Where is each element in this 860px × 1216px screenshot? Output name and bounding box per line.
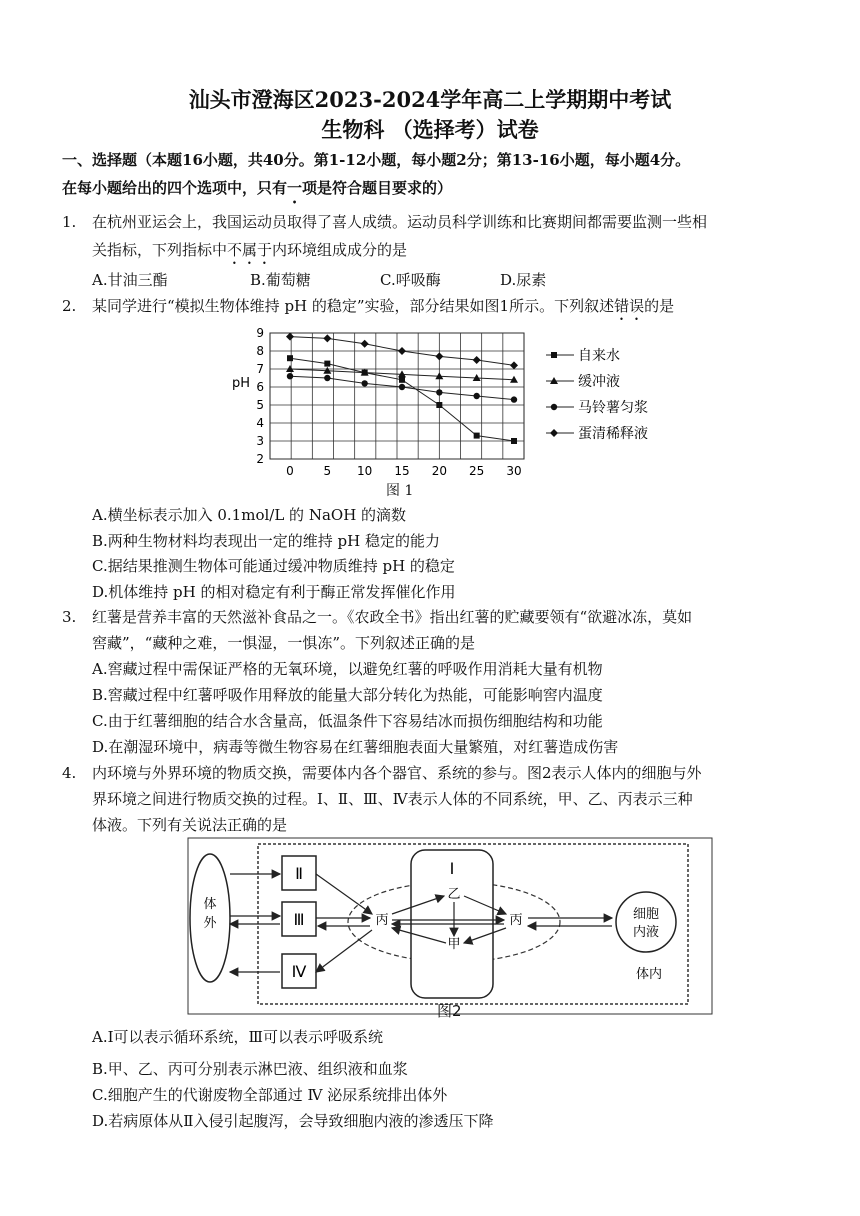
q3-text-line2: 窖藏”，“藏种之难，一惧湿，一惧冻”。下列叙述正确的是 (92, 634, 476, 652)
q1-option-b: B.葡萄糖 (250, 271, 311, 289)
section-heading-line2: 在每小题给出的四个选项中，只有一项是符合题目要求的） (62, 179, 453, 197)
legend-label-2: 马铃薯匀浆 (578, 400, 648, 416)
q4-option-b: B.甲、乙、丙可分别表示淋巴液、组织液和血浆 (92, 1060, 408, 1078)
data-point-2 (399, 384, 405, 390)
q1-text-line1: 在杭州亚运会上，我国运动员取得了喜人成绩。运动员科学训练和比赛期间都需要监测一些相 (92, 213, 708, 231)
q3-option-d: D.在潮湿环境中，病毒等微生物容易在红薯细胞表面大量繁殖，对红薯造成伤害 (92, 738, 619, 756)
data-point-1 (286, 365, 294, 372)
q4-option-d: D.若病原体从Ⅱ入侵引起腹泻，会导致细胞内液的渗透压下降 (92, 1112, 494, 1130)
q3-option-b: B.窖藏过程中红薯呼吸作用释放的能量大部分转化为热能，可能影响窖内温度 (92, 686, 603, 704)
q4-option-a: A.Ⅰ可以表示循环系统，Ⅲ可以表示呼吸系统 (92, 1028, 383, 1046)
data-point-0 (399, 377, 405, 383)
chart-markers (286, 333, 518, 444)
exchange-diagram (186, 836, 716, 1018)
cell-fluid-label-1: 细胞 (632, 907, 660, 922)
fluid-jia-label: 甲 (447, 937, 461, 952)
q3-number: 3. (62, 608, 77, 626)
cell-fluid-circle (616, 892, 676, 952)
q1-number: 1. (62, 213, 77, 231)
data-point-3 (398, 347, 406, 355)
q4-number: 4. (62, 764, 77, 782)
x-tick-label: 30 (506, 464, 522, 478)
x-tick-label: 0 (286, 464, 294, 478)
data-point-0 (511, 438, 517, 444)
cell-fluid-label-2: 内液 (632, 925, 660, 940)
data-point-3 (323, 334, 331, 342)
q1-option-d: D.尿素 (500, 271, 547, 289)
outside-label-1: 体 (203, 897, 217, 912)
data-point-2 (511, 396, 517, 402)
data-point-2 (436, 389, 442, 395)
q2-text: 某同学进行“模拟生物体维持 pH 的稳定”实验，部分结果如图1所示。下列叙述错误的是 (92, 297, 675, 315)
system-3-label: Ⅲ (293, 910, 305, 929)
data-point-2 (324, 375, 330, 381)
data-point-3 (473, 356, 481, 364)
data-point-0 (287, 355, 293, 361)
q4-text-line3: 体液。下列有关说法正确的是 (92, 816, 288, 834)
y-tick-label: 2 (256, 452, 264, 466)
data-point-2 (361, 380, 367, 386)
data-point-3 (286, 333, 294, 341)
y-tick-label: 8 (256, 344, 264, 358)
data-point-0 (324, 361, 330, 367)
legend-marker-3 (550, 429, 558, 437)
q3-option-c: C.由于红薯细胞的结合水含量高，低温条件下容易结冰而损伤细胞结构和功能 (92, 712, 603, 730)
outside-label-2: 外 (203, 916, 217, 931)
q3-text-line1: 红薯是营养丰富的天然滋补食品之一。《农政全书》指出红薯的贮藏要领有“欲避冰冻，莫如 (92, 608, 693, 626)
q4-option-c: C.细胞产生的代谢废物全部通过 Ⅳ 泌尿系统排出体外 (92, 1086, 448, 1104)
x-tick-label: 5 (323, 464, 332, 478)
y-tick-label: 4 (256, 416, 264, 430)
legend-marker-0 (551, 352, 557, 358)
data-point-3 (510, 361, 518, 369)
legend-label-1: 缓冲液 (578, 374, 620, 390)
system-2-label: Ⅱ (295, 864, 303, 883)
q1-option-a: A.甘油三酯 (92, 271, 168, 289)
q1-option-c: C.呼吸酶 (380, 271, 441, 289)
fluid-yi-label: 乙 (447, 887, 461, 902)
y-tick-label: 7 (256, 362, 264, 376)
system-1-label: Ⅰ (449, 859, 455, 878)
data-point-3 (435, 352, 443, 360)
q2-option-b: B.两种生物材料均表现出一定的维持 pH 稳定的能力 (92, 532, 441, 550)
q3-option-a: A.窖藏过程中需保证严格的无氧环境，以避免红薯的呼吸作用消耗大量有机物 (92, 660, 603, 678)
q2-option-d: D.机体维持 pH 的相对稳定有利于酶正常发挥催化作用 (92, 583, 456, 601)
chart-y-axis-label: pH (232, 376, 251, 391)
exam-subtitle: 生物科 （选择考）试卷 (321, 117, 539, 142)
section-heading-line1: 一、选择题（本题16小题，共40分。第1-12小题，每小题2分；第13-16小题，每小题4分。 (62, 151, 691, 169)
q4-text-line1: 内环境与外界环境的物质交换，需要体内各个器官、系统的参与。图2表示人体内的细胞与外 (92, 764, 702, 782)
x-tick-label: 25 (469, 464, 485, 478)
q4-text-line2: 界环境之间进行物质交换的过程。Ⅰ、Ⅱ、Ⅲ、Ⅳ表示人体的不同系统，甲、乙、丙表示三种 (92, 790, 693, 808)
data-point-3 (361, 340, 369, 348)
q1-text-line2: 关指标，下列指标中不属于内环境组成成分的是 (92, 241, 408, 259)
legend-label-0: 自来水 (578, 348, 620, 364)
y-tick-label: 6 (256, 380, 264, 394)
y-tick-label: 3 (256, 434, 264, 448)
q2-number: 2. (62, 297, 77, 315)
figure2-caption: 图2 (437, 1002, 462, 1020)
data-point-2 (473, 393, 479, 399)
system-4-label: Ⅳ (291, 962, 307, 981)
fluid-bing-right-label: 丙 (509, 913, 523, 928)
q2-option-a: A.横坐标表示加入 0.1mol/L 的 NaOH 的滴数 (92, 506, 407, 524)
figure1-caption: 图 1 (386, 483, 414, 499)
data-point-0 (436, 402, 442, 408)
exam-title: 汕头市澄海区2023-2024学年高二上学期期中考试 (188, 87, 672, 112)
y-tick-label: 9 (256, 326, 264, 340)
x-tick-label: 15 (394, 464, 410, 478)
ph-line-chart (220, 325, 680, 485)
q2-option-c: C.据结果推测生物体可能通过缓冲物质维持 pH 的稳定 (92, 557, 455, 575)
fluid-bing-left-label: 丙 (375, 913, 389, 928)
legend-marker-2 (551, 404, 557, 410)
chart-legend (546, 347, 648, 442)
x-tick-label: 10 (357, 464, 373, 478)
y-tick-label: 5 (256, 398, 264, 412)
data-point-2 (287, 373, 293, 379)
x-tick-label: 20 (431, 464, 447, 478)
legend-label-3: 蛋清稀释液 (578, 426, 648, 442)
inside-body-label: 体内 (636, 967, 663, 982)
chart-grid (270, 333, 524, 459)
data-point-0 (474, 433, 480, 439)
